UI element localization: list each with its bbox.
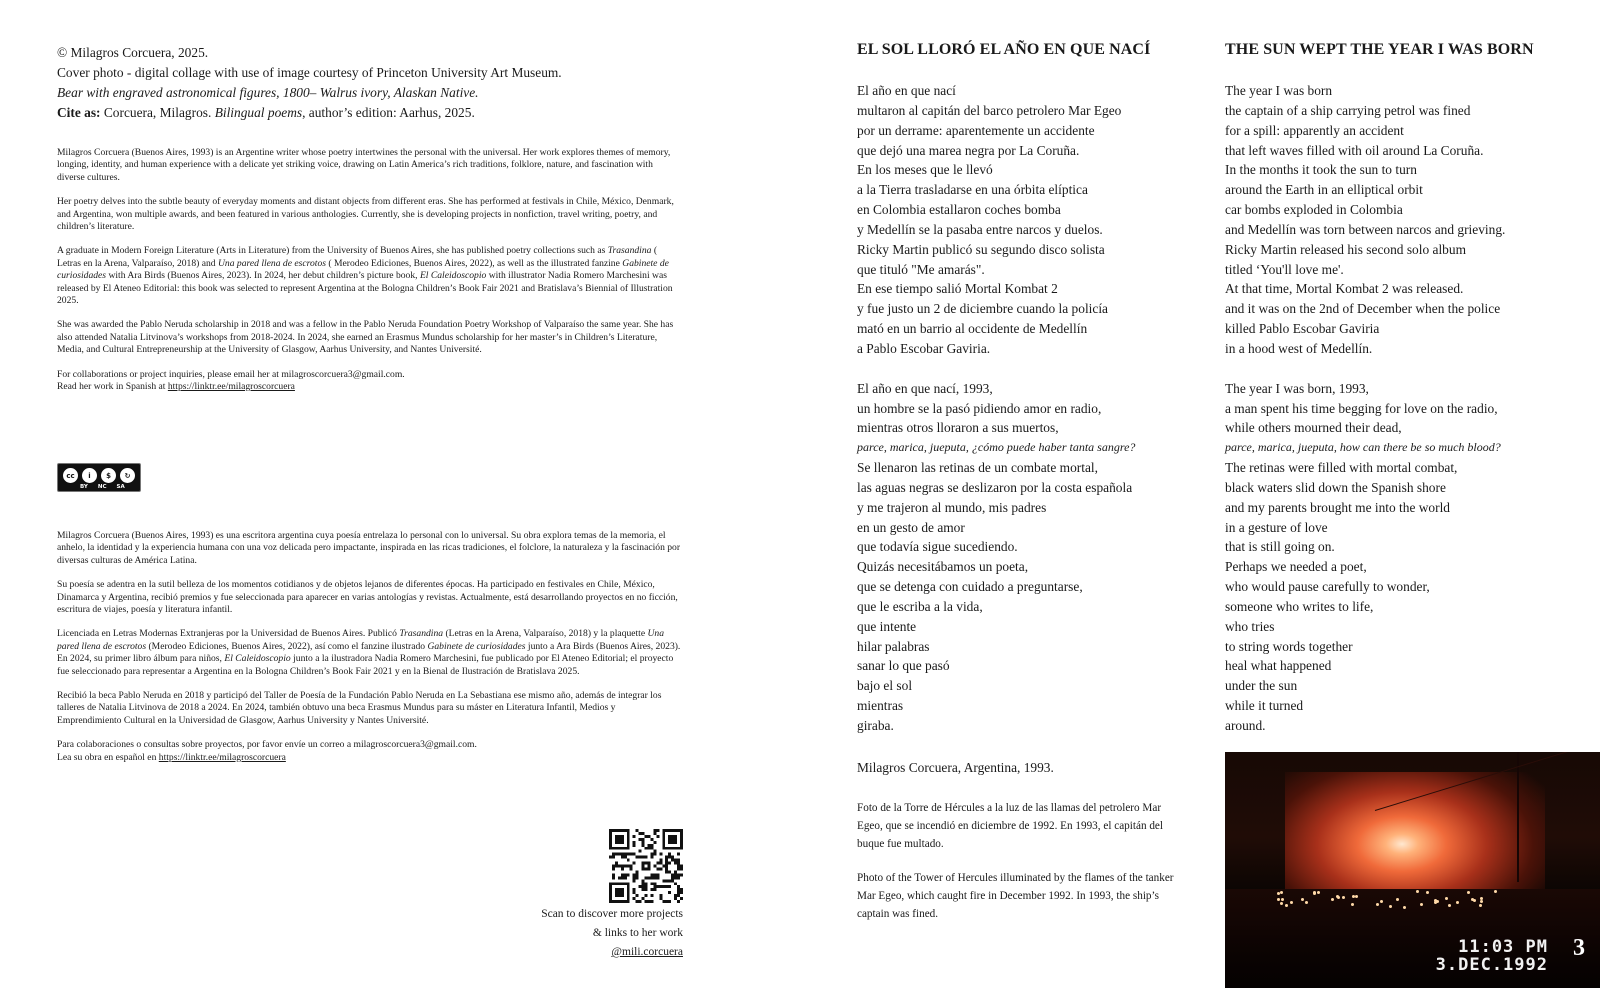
timestamp-date: 3.DEC.1992 <box>1435 955 1548 975</box>
text-run: junto a la ilustradora Nadia Romero Marchesini, fue publicado por El Ateneo Editorial; el proyecto fue seleccionado para representar a Argentina en la Bologna Children’s Book Fair 2021 y en la Bienal de Ilustración de Bratislava 2025. <box>57 653 674 677</box>
poem-line: en un gesto de amor <box>857 519 965 535</box>
instagram-handle-link[interactable]: @mili.corcuera <box>611 946 683 958</box>
cite-title: Bilingual poems <box>214 105 303 120</box>
text-run: ( Merodeo Ediciones, Buenos Aires, 2022), as well as the illustrated fanzine <box>326 257 623 269</box>
book-title: Gabinete de curiosidades <box>57 257 669 282</box>
poem-line: Ricky Martin released his second solo album <box>1225 241 1466 257</box>
poem-line: que intente <box>857 618 917 634</box>
poem-line: heal what happened <box>1225 658 1332 674</box>
poem-line: in a hood west of Medellín. <box>1225 340 1373 356</box>
stanza-break <box>857 359 1135 379</box>
bio-es-paragraph-1: Milagros Corcuera (Buenos Aires, 1993) es una escritora argentina cuya poesía entrelaza lo personal con lo universal. Su obra explora temas de la memoria, el anhelo, la identidad y la experiencia humana con una voz delicada pero impactante, inspirada en las ricas tradiciones, el folclore, la naturaleza y la fascinación por diversas culturas de América Latina. <box>57 530 681 566</box>
artwork-credit <box>57 83 757 103</box>
city-light <box>1396 898 1399 901</box>
poem-line: killed Pablo Escobar Gaviria <box>1225 321 1380 337</box>
book-title: El Caleidoscopio <box>224 653 291 665</box>
poem-line: black waters slid down the Spanish shore <box>1225 479 1446 495</box>
poem-line: that left waves filled with oil around La Coruña. <box>1225 142 1484 158</box>
license-codes <box>80 484 125 490</box>
text-run: Licenciada en Letras Modernas Extranjeras por la Universidad de Buenos Aires. Publicó <box>57 628 400 640</box>
city-light <box>1277 898 1280 901</box>
poem-line: Perhaps we needed a poet, <box>1225 559 1367 575</box>
stanza-break <box>1225 359 1505 379</box>
qr-code[interactable] <box>609 829 683 903</box>
sharealike-icon: ↻ <box>119 467 136 484</box>
city-light <box>1494 890 1497 893</box>
poem-line: mientras <box>857 698 904 714</box>
poem-line: At that time, Mortal Kombat 2 was released. <box>1225 281 1464 297</box>
poem-line: someone who writes to life, <box>1225 598 1374 614</box>
poem-line: bajo el sol <box>857 678 913 694</box>
poem-signature: Milagros Corcuera, Argentina, 1993. <box>857 760 1054 775</box>
book-title: Trasandina <box>399 628 444 640</box>
bio-en-paragraph-4: She was awarded the Pablo Neruda scholarship in 2018 and was a fellow in the Pablo Neruda Foundation Poetry Workshop of Valparaíso the same year. She has also attended Natalia Litvinova’s workshops from 2018-2024. In 2024, she earned an Erasmus Mundus scholarship for her master’s in Children’s Literature, Media, and Cultural Entrepreneurship at the University of Glasgow, Aarhus University, and Nantes Université. <box>57 319 674 356</box>
poem-line: que todavía sigue sucediendo. <box>857 539 1018 555</box>
poem-title-spanish: EL SOL LLORÓ EL AÑO EN QUE NACÍ <box>857 41 1151 58</box>
poem-line: The year I was born <box>1225 83 1333 98</box>
city-light <box>1448 904 1451 907</box>
contact-email-line: Para colaboraciones o consultas sobre proyectos, por favor envíe un correo a milagroscorcuera3@gmail.com. <box>57 739 477 751</box>
attribution-icon: i <box>81 467 98 484</box>
text-run: ( Letras en la Arena, Valparaíso, 2018) and <box>57 245 658 269</box>
text-run: A graduate in Modern Foreign Literature (Arts in Literature) from the University of Buenos Aires, she has published poetry collections such as <box>57 245 608 257</box>
poem-line: En ese tiempo salió Mortal Kombat 2 <box>857 281 1058 297</box>
city-light <box>1456 901 1459 904</box>
city-light <box>1434 901 1437 904</box>
credits-block <box>57 43 757 123</box>
citation-line <box>57 103 757 123</box>
scan-line-2: & links to her work <box>592 927 683 939</box>
noncommercial-icon: $ <box>100 467 117 484</box>
poem-line: for a spill: apparently an accident <box>1225 122 1404 138</box>
book-title: El Caleidoscopio <box>419 270 487 282</box>
poem-spanish <box>857 81 1135 736</box>
bio-es-paragraph-3 <box>57 628 682 678</box>
poem-line: while it turned <box>1225 698 1304 714</box>
poem-line: Se llenaron las retinas de un combate mortal, <box>857 460 1098 476</box>
poem-line: El año en que nací, 1993, <box>857 380 993 396</box>
book-title: Una pared llena de escrotos <box>218 257 326 269</box>
city-lights <box>1255 890 1505 910</box>
poem-line: multaron al capitán del barco petrolero Mar Egeo <box>857 102 1122 118</box>
video-timestamp <box>1436 938 1548 974</box>
book-title: Una pared llena de escrotos <box>57 628 665 652</box>
poem-line: under the sun <box>1225 678 1298 694</box>
bio-es-paragraph-2: Su poesía se adentra en la sutil belleza de los momentos cotidianos y de objetos lejanos de diferentes épocas. Ha participado en festivales en Chile, México, Dinamarca y Argentina, recibió premios y fue seleccionada para aparecer en varias antologías y revistas. Actualmente, está desarrollando proyectos en no ficción, escritura de viajes, poesía y literatura infantil. <box>57 579 678 616</box>
license-code-nc: NC <box>97 484 107 490</box>
bio-spanish <box>57 530 682 764</box>
city-light <box>1305 901 1308 904</box>
cite-rest: , author’s edition: Aarhus, 2025. <box>302 105 475 120</box>
poem-line: un hombre se la pasó pidiendo amor en radio, <box>857 400 1102 416</box>
text-run: junto a Ara Birds (Buenos Aires, 2023). En 2024, su primer libro álbum para niños, <box>57 640 681 665</box>
city-light <box>1290 901 1293 904</box>
cite-author: Corcuera, Milagros. <box>100 105 215 120</box>
scan-line-1: Scan to discover more projects <box>541 908 683 920</box>
text-run: (Merodeo Ediciones, Buenos Aires, 2022), así como el fanzine ilustrado <box>146 640 428 652</box>
read-work-label: Lea su obra en español en <box>57 751 159 763</box>
city-light <box>1342 896 1345 899</box>
linktree-link[interactable]: https://linktr.ee/milagroscorcuera <box>167 381 295 393</box>
poem-line: The retinas were filled with mortal combat, <box>1225 460 1458 476</box>
poem-line: who would pause carefully to wonder, <box>1225 579 1430 595</box>
city-light <box>1416 890 1419 893</box>
artwork-title: Bear with engraved astronomical figures, 1800– Walrus ivory, Alaskan Native. <box>57 85 479 100</box>
poem-line: que se detenga con cuidado a preguntarse, <box>857 579 1083 595</box>
poem-line: Ricky Martin publicó su segundo disco solista <box>857 241 1105 257</box>
poem-line: mientras otros lloraron a sus muertos, <box>857 420 1059 436</box>
city-light <box>1301 898 1304 901</box>
bio-en-paragraph-2: Her poetry delves into the subtle beauty of everyday moments and distant objects from different eras. She has performed at festivals in Chile, México, Denmark, and Argentina, won multiple awards, and been featured in various anthologies. Currently, she is developing projects in nonfiction, travel writing, poetry, and children’s literature. <box>57 196 674 233</box>
poem-line: the captain of a ship carrying petrol was fined <box>1225 102 1471 118</box>
poem-line: En los meses que le llevó <box>857 162 993 178</box>
poem-line: que tituló "Me amarás". <box>857 261 985 277</box>
city-light <box>1317 891 1320 894</box>
city-light <box>1337 896 1340 899</box>
scan-caption <box>541 905 683 962</box>
text-run: with Ara Birds (Buenos Aires, 2023). In 2024, her debut children’s picture book, <box>106 270 420 282</box>
poem-line: que dejó una marea negra por La Coruña. <box>857 142 1080 158</box>
cc-icon: cc <box>62 467 79 484</box>
poem-line: parce, marica, jueputa, ¿cómo puede haber tanta sangre? <box>857 440 1136 455</box>
tower-of-hercules-photo <box>1225 752 1600 988</box>
poem-english <box>1225 81 1505 736</box>
city-light <box>1420 903 1423 906</box>
bio-english <box>57 147 682 394</box>
city-light <box>1376 903 1379 906</box>
text-run: (Letras en la Arena, Valparaíso, 2018) y la plaquette <box>443 628 648 640</box>
page-number: 3 <box>1573 935 1585 961</box>
creative-commons-license-badge <box>57 463 141 492</box>
city-light <box>1313 892 1316 895</box>
city-light <box>1280 902 1283 905</box>
poem-line: and my parents brought me into the world <box>1225 499 1450 515</box>
copyright-line: © Milagros Corcuera, 2025. <box>57 45 209 60</box>
text-run: with illustrator Nadia Romero Marchesini was released by El Ateneo Editorial: this book was selected to represent Argentina at the Bologna Children’s Book Fair 2021 and Bratislava’s Biennial of Illustration 2025. <box>57 270 673 307</box>
poem-line: por un derrame: aparentemente un accidente <box>857 122 1095 138</box>
timestamp-time: 11:03 PM <box>1458 937 1548 957</box>
city-light <box>1355 895 1358 898</box>
city-light <box>1467 891 1470 894</box>
city-light <box>1479 904 1482 907</box>
poem-line: around the Earth in an elliptical orbit <box>1225 182 1423 198</box>
contact-email-line: For collaborations or project inquiries, please email her at milagroscorcuera3@gmail.com. <box>57 368 405 380</box>
book-title: Trasandina <box>607 245 652 257</box>
city-light <box>1352 895 1355 898</box>
city-light <box>1426 891 1429 894</box>
poem-line: a Pablo Escobar Gaviria. <box>857 340 991 356</box>
bio-es-paragraph-4: Recibió la beca Pablo Neruda en 2018 y participó del Taller de Poesía de la Fundación Pablo Neruda en La Sebastiana ese mismo año, además de integrar los talleres de Natalia Litvinova de 2018 a 2024. En 2024, también obtuvo una beca Erasmus Mundus para su máster en Literatura Infantil, Medios y Emprendimiento Cultural en la Universidad de Glasgow, Aarhus University y Nantes Université. <box>57 690 662 726</box>
poem-line: titled ‘You'll love me'. <box>1225 261 1344 277</box>
poem-line: and it was on the 2nd of December when the police <box>1225 301 1501 317</box>
read-work-label: Read her work in Spanish at <box>57 381 168 393</box>
bio-en-contact <box>57 369 682 394</box>
bio-en-paragraph-1: Milagros Corcuera (Buenos Aires, 1993) is an Argentine writer whose poetry intertwines the personal with the universal. Her work explores themes of memory, longing, identity, and human experience with a delicate yet striking voice, drawing on Latin America’s rich traditions, folklore, nature, and fascination with diverse cultures. <box>57 147 671 183</box>
poem-line: en Colombia estallaron coches bomba <box>857 202 1061 218</box>
poem-line: a man spent his time begging for love on the radio, <box>1225 400 1498 416</box>
poem-line: y Medellín se la pasaba entre narcos y duelos. <box>857 221 1103 237</box>
poem-line: las aguas negras se deslizaron por la costa española <box>857 479 1133 495</box>
city-light <box>1480 900 1483 903</box>
city-light <box>1471 898 1474 901</box>
poem-line: to string words together <box>1225 638 1353 654</box>
poem-line: while others mourned their dead, <box>1225 420 1402 436</box>
poem-line: a la Tierra trasladarse en una órbita elíptica <box>857 182 1088 198</box>
poem-line: y fue justo un 2 de diciembre cuando la policía <box>857 301 1108 317</box>
poem-line: around. <box>1225 718 1266 733</box>
poem-line: y me trajeron al mundo, mis padres <box>857 499 1047 515</box>
poem-line: mató en un barrio al occidente de Medellín <box>857 321 1088 337</box>
cover-photo-credit: Cover photo - digital collage with use of image courtesy of Princeton University Art Museum. <box>57 65 562 80</box>
photo-caption-spanish: Foto de la Torre de Hércules a la luz de las llamas del petrolero Mar Egeo, que se incendió en diciembre de 1992. En 1993, el capitán del buque fue multado. <box>857 802 1164 850</box>
city-light <box>1280 891 1283 894</box>
linktree-link[interactable]: https://linktr.ee/milagroscorcuera <box>158 751 286 763</box>
city-light <box>1403 906 1406 909</box>
city-light <box>1389 905 1392 908</box>
poem-line: who tries <box>1225 618 1275 634</box>
poem-line: The year I was born, 1993, <box>1225 380 1369 396</box>
utility-pole <box>1517 752 1519 882</box>
city-light <box>1331 898 1334 901</box>
city-light <box>1281 898 1284 901</box>
poem-line: Quizás necesitábamos un poeta, <box>857 559 1029 575</box>
poem-line: and Medellín was torn between narcos and grieving. <box>1225 221 1506 237</box>
poem-line: car bombs exploded in Colombia <box>1225 202 1403 218</box>
poem-line: que le escriba a la vida, <box>857 598 983 614</box>
poem-line: In the months it took the sun to turn <box>1225 162 1417 178</box>
license-code-sa: SA <box>116 484 125 490</box>
city-light <box>1445 897 1448 900</box>
poem-line: parce, marica, jueputa, how can there be so much blood? <box>1225 440 1501 455</box>
city-light <box>1285 904 1288 907</box>
photo-caption-english: Photo of the Tower of Hercules illuminated by the flames of the tanker Mar Egeo, which caught fire in December 1992. In 1993, the ship’s captain was fined. <box>857 872 1174 920</box>
license-icons <box>62 467 136 484</box>
poem-line: sanar lo que pasó <box>857 658 950 674</box>
poem-line: hilar palabras <box>857 638 930 654</box>
poem-line: El año en que nací <box>857 83 956 98</box>
bio-es-contact <box>57 739 682 764</box>
cite-label: Cite as: <box>57 105 101 120</box>
poem-line: giraba. <box>857 718 894 733</box>
bio-en-paragraph-3 <box>57 245 682 307</box>
poem-line: that is still going on. <box>1225 539 1335 555</box>
city-light <box>1351 903 1354 906</box>
city-light <box>1380 900 1383 903</box>
book-title: Gabinete de curiosidades <box>427 640 526 652</box>
license-code-by: BY <box>80 484 88 490</box>
poem-title-english: THE SUN WEPT THE YEAR I WAS BORN <box>1225 41 1534 58</box>
poem-line: in a gesture of love <box>1225 519 1328 535</box>
